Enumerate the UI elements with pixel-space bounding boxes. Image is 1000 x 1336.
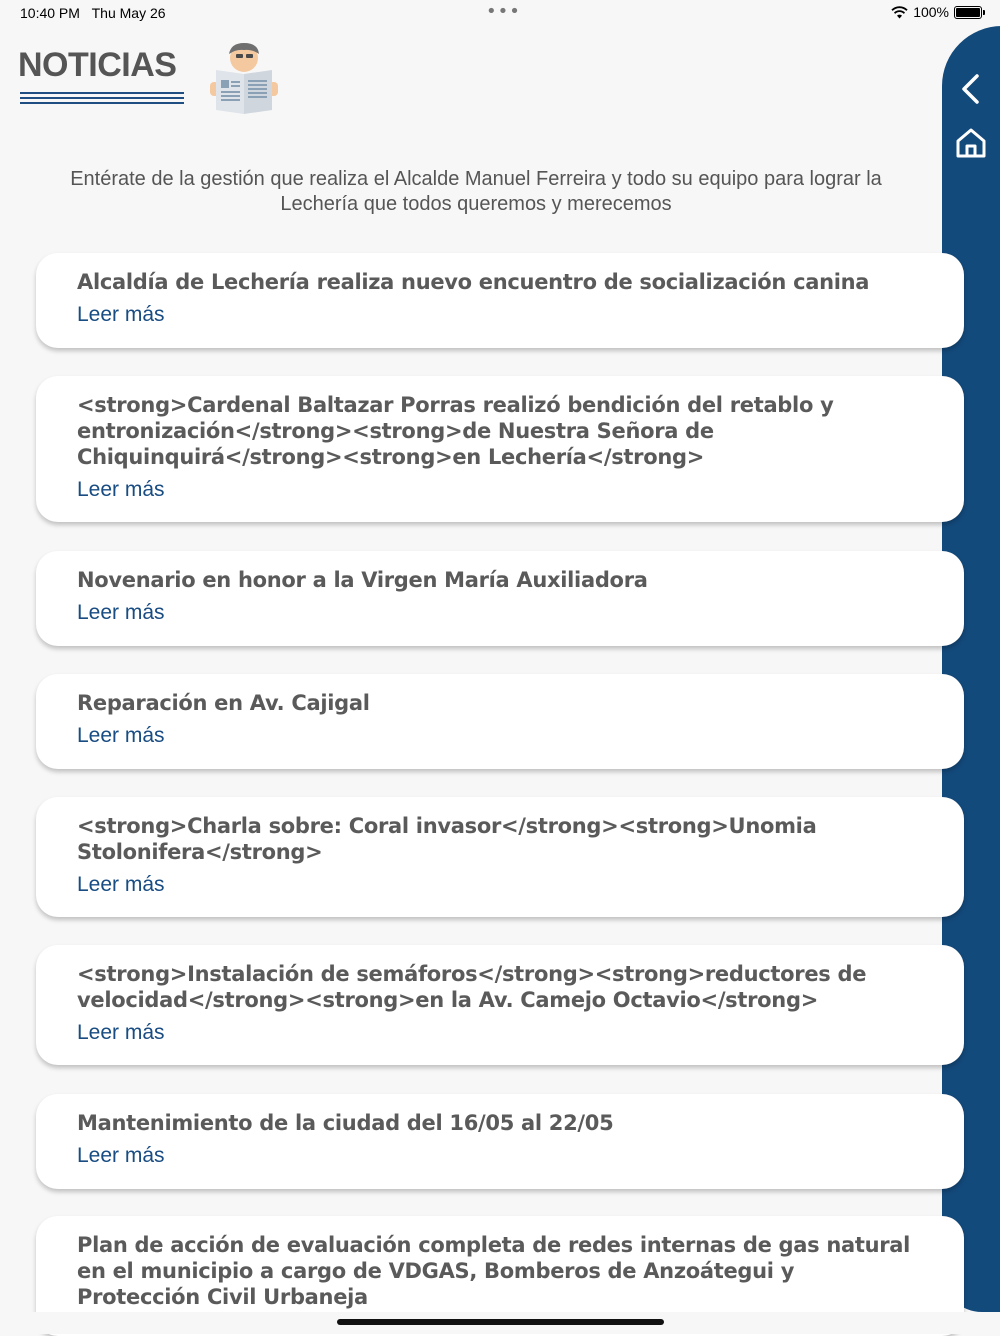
news-card[interactable] — [36, 551, 964, 646]
home-indicator[interactable] — [337, 1319, 664, 1325]
home-icon[interactable] — [954, 126, 988, 160]
news-title: Alcaldía de Lechería realiza nuevo encuentro de socialización canina — [77, 270, 870, 294]
news-title: <strong>Charla sobre: Coral invasor</strong><strong>Unomia Stolonifera</strong> — [77, 814, 817, 864]
news-card[interactable] — [36, 945, 964, 1065]
read-more-link[interactable]: Leer más — [77, 601, 165, 624]
multitasking-dots[interactable]: ••• — [486, 1, 521, 22]
newspaper-reader-icon — [206, 40, 282, 116]
read-more-link[interactable]: Leer más — [77, 1144, 165, 1167]
title-underline — [20, 92, 184, 107]
intro-text: Entérate de la gestión que realiza el Alcalde Manuel Ferreira y todo su equipo para lograr la Lechería que todos queremos y merecemos — [70, 168, 882, 215]
news-card[interactable] — [36, 674, 964, 769]
wifi-icon — [891, 6, 908, 19]
news-title: <strong>Instalación de semáforos</strong><strong>reductores de velocidad</strong><strong>en la Av. Camejo Octavio</strong> — [77, 962, 867, 1012]
read-more-link[interactable]: Leer más — [77, 1021, 165, 1044]
read-more-link[interactable]: Leer más — [77, 873, 165, 896]
news-title: Plan de acción de evaluación completa de redes internas de gas natural en el municipio a cargo de VDGAS, Bomberos de Anzoátegui y Protección Civil Urbaneja — [77, 1233, 911, 1309]
read-more-link[interactable]: Leer más — [77, 303, 165, 326]
status-indicators — [891, 4, 982, 20]
news-card[interactable] — [36, 376, 964, 522]
battery-icon — [954, 6, 982, 19]
news-title: Novenario en honor a la Virgen María Auxiliadora — [77, 568, 648, 592]
status-time: 10:40 PM Thu May 26 — [20, 5, 166, 21]
chevron-left-icon[interactable] — [954, 72, 988, 106]
news-card[interactable] — [36, 1094, 964, 1189]
news-card[interactable] — [36, 797, 964, 917]
page-title: NOTICIAS — [18, 46, 177, 84]
read-more-link[interactable]: Leer más — [77, 478, 165, 501]
news-title: Mantenimiento de la ciudad del 16/05 al 22/05 — [77, 1111, 614, 1135]
status-bar — [0, 0, 1000, 28]
news-title: <strong>Cardenal Baltazar Porras realizó bendición del retablo y entronización</strong><strong>de Nuestra Señora de Chiquinquirá</strong><strong>en Lechería</strong> — [77, 393, 834, 469]
news-card[interactable] — [36, 253, 964, 348]
read-more-link[interactable]: Leer más — [77, 724, 165, 747]
battery-percent: 100% — [913, 4, 949, 20]
news-title: Reparación en Av. Cajigal — [77, 691, 370, 715]
